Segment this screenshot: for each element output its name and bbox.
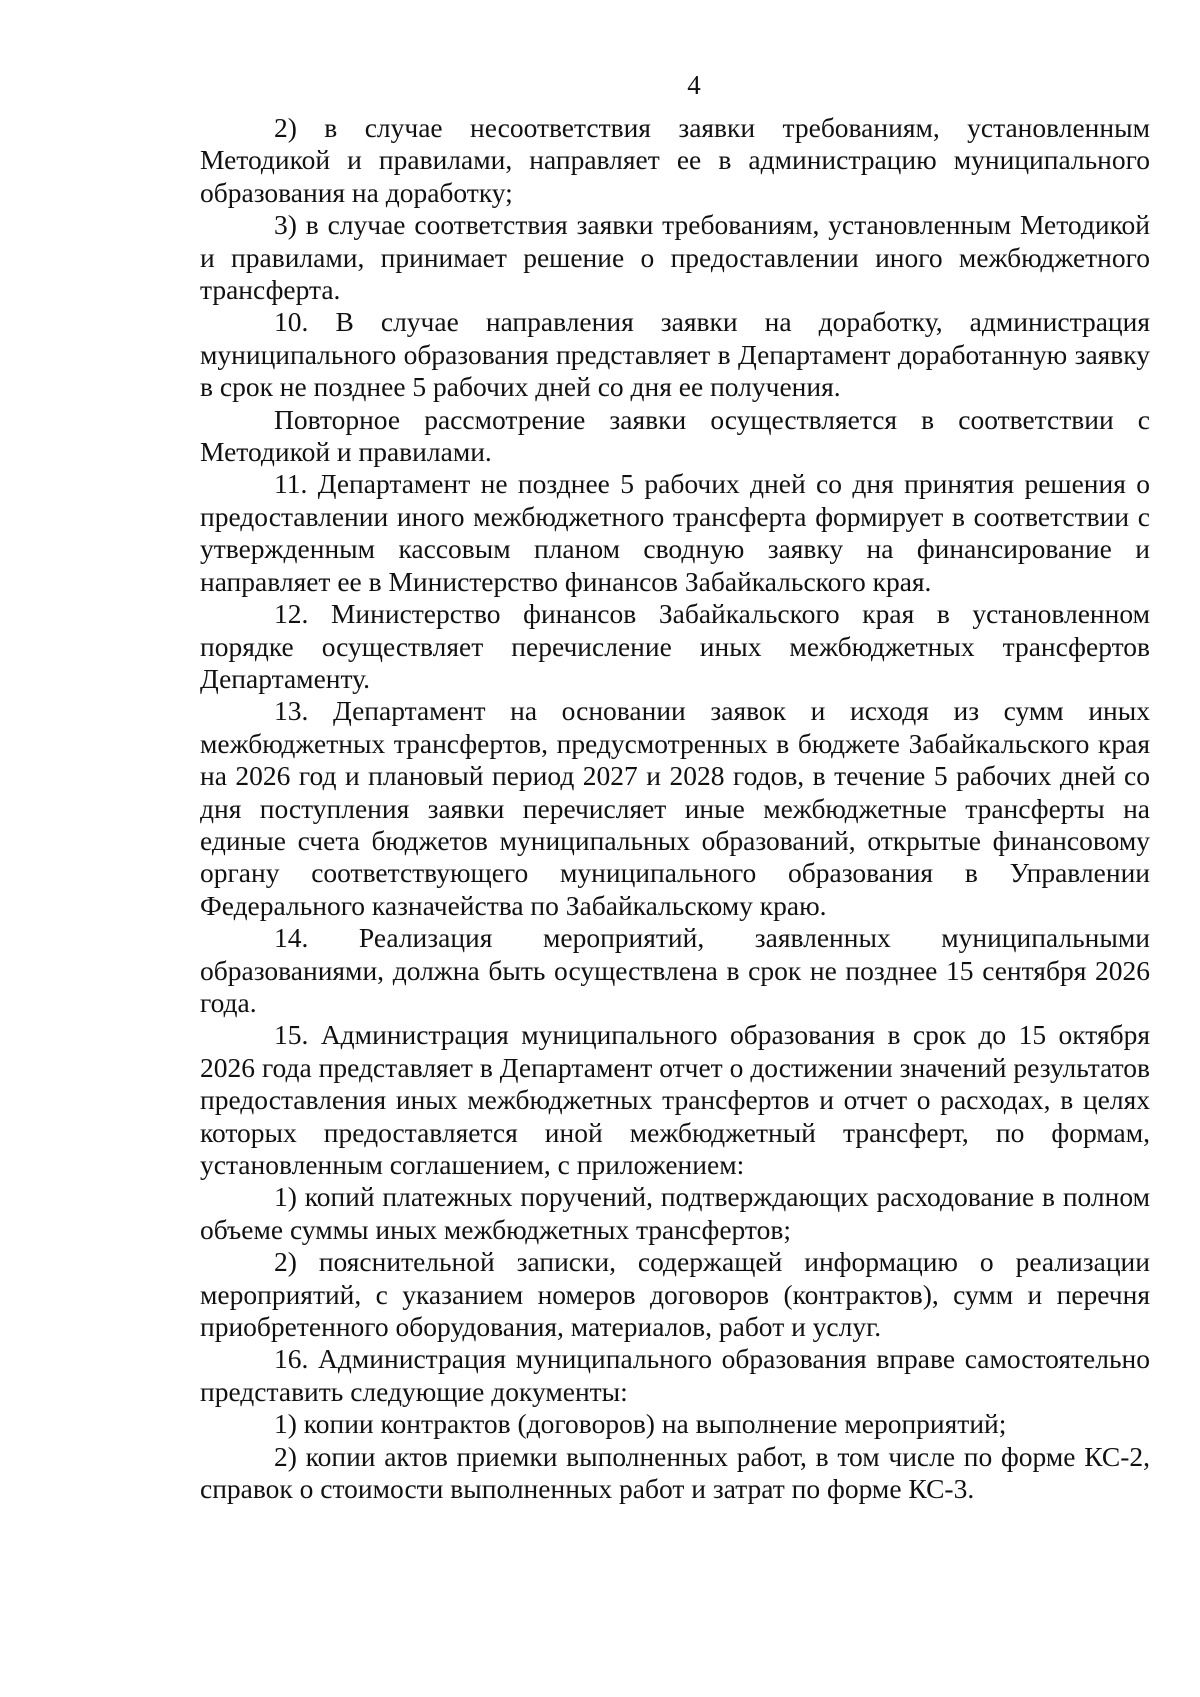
paragraph-clause-10-repeat-review: Повторное рассмотрение заявки осуществляется в соответствии с Методикой и правилами. — [200, 403, 1150, 468]
document-body — [200, 112, 1150, 1505]
paragraph-clause-15-1: 1) копий платежных поручений, подтверждающих расходование в полном объеме суммы иных межбюджетных трансфертов; — [200, 1181, 1150, 1245]
page-number: 4 — [687, 70, 701, 100]
paragraph-clause-12: 12. Министерство финансов Забайкальского края в установленном порядке осуществляет перечисление иных межбюджетных трансфертов Департаменту. — [200, 598, 1150, 694]
paragraph-clause-11: 11. Департамент не позднее 5 рабочих дней со дня принятия решения о предоставлении иного межбюджетного трансферта формирует в соответствии с утвержденным кассовым планом сводную заявку на финансирование и направляет ее в Министерство финансов Забайкальского края. — [200, 468, 1150, 597]
paragraph-clause-13: 13. Департамент на основании заявок и исходя из сумм иных межбюджетных трансфертов, предусмотренных в бюджете Забайкальского края на 2026 год и плановый период 2027 и 2028 годов, в течение 5 рабочих дней со дня поступления заявки перечисляет иные межбюджетные трансферты на единые счета бюджетов муниципальных образований, открытые финансовому органу соответствующего муниципального образования в Управлении Федерального казначейства по Забайкальскому краю. — [200, 695, 1150, 921]
paragraph-clause-15-2: 2) пояснительной записки, содержащей информацию о реализации мероприятий, с указанием номеров договоров (контрактов), сумм и перечня приобретенного оборудования, материалов, работ и услуг. — [200, 1246, 1150, 1343]
paragraph-clause-16: 16. Администрация муниципального образования вправе самостоятельно представить следующие документы: — [200, 1343, 1150, 1407]
paragraph-clause-16-2: 2) копии актов приемки выполненных работ, в том числе по форме КС-2, справок о стоимости выполненных работ и затрат по форме КС-3. — [200, 1440, 1150, 1505]
paragraph-clause-10: 10. В случае направления заявки на доработку, администрация муниципального образования представляет в Департамент доработанную заявку в срок не позднее 5 рабочих дней со дня ее получения. — [200, 306, 1150, 403]
paragraph-clause-9-2: 2) в случае несоответствия заявки требованиям, установленным Методикой и правилами, направляет ее в администрацию муниципального образования на доработку; — [200, 112, 1150, 208]
paragraph-clause-9-3: 3) в случае соответствия заявки требованиям, установленным Методикой и правилами, принимает решение о предоставлении иного межбюджетного трансферта. — [200, 209, 1150, 306]
paragraph-clause-16-1: 1) копии контрактов (договоров) на выполнение мероприятий; — [274, 1408, 1007, 1440]
paragraph-clause-15: 15. Администрация муниципального образования в срок до 15 октября 2026 года представляет в Департамент отчет о достижении значений результатов предоставления иных межбюджетных трансфертов и отчет о расходах, в целях которых предоставляется иной межбюджетный трансферт, по формам, установленным соглашением, с приложением: — [200, 1019, 1150, 1180]
paragraph-clause-14: 14. Реализация мероприятий, заявленных муниципальными образованиями, должна быть осуществлена в срок не позднее 15 сентября 2026 года. — [200, 922, 1150, 1018]
